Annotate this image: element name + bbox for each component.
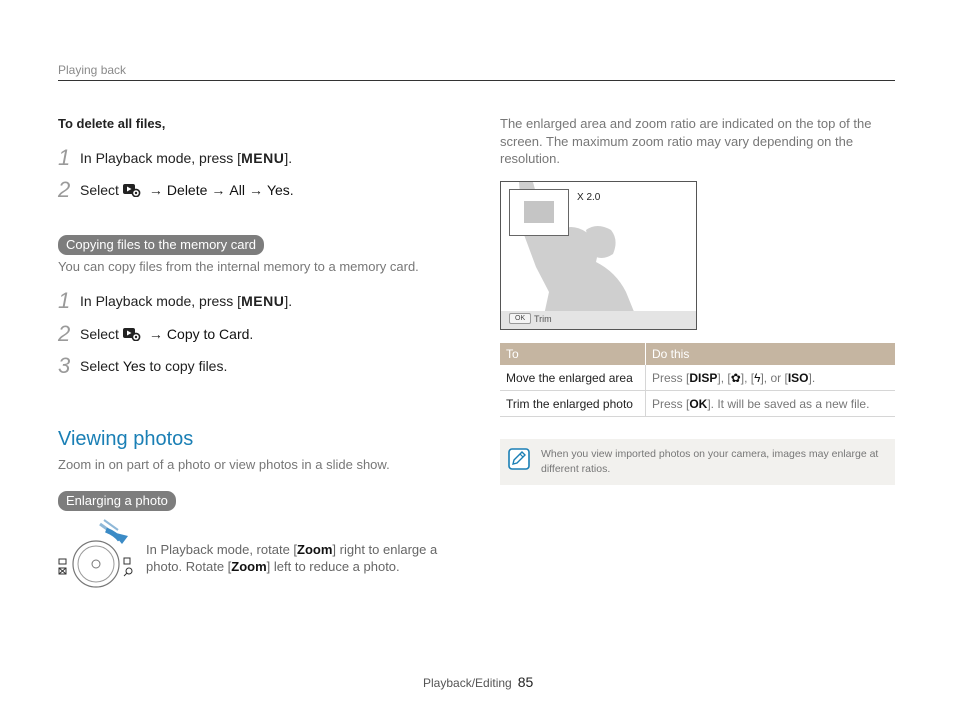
instr-text: photo. Rotate [ bbox=[146, 559, 232, 574]
zoom-ratio-intro: The enlarged area and zoom ratio are indicated on the top of the screen. The maximum zoom ratio may vary depending on the resolution. bbox=[500, 116, 872, 166]
delete-step-2 bbox=[58, 177, 294, 203]
step-number: 1 bbox=[58, 288, 71, 313]
menu-key: MENU bbox=[241, 293, 285, 309]
viewing-description: Zoom in on part of a photo or view photos in a slide show. bbox=[58, 457, 390, 472]
instr-text: ] right to enlarge a bbox=[332, 542, 438, 557]
screen-bottom-bar bbox=[501, 311, 696, 329]
menu-all: All bbox=[229, 182, 245, 198]
ok-button: OK bbox=[509, 313, 531, 324]
table-row bbox=[500, 365, 895, 391]
copy-description: You can copy files from the internal memory to a memory card. bbox=[58, 259, 419, 274]
delete-lead: To delete all files, bbox=[58, 116, 166, 131]
step-text: In Playback mode, press [ bbox=[80, 293, 242, 309]
step-text-end: ]. bbox=[284, 150, 293, 166]
page-footer bbox=[423, 674, 533, 690]
zoom-dial-icon bbox=[56, 518, 136, 590]
zoomed-photo-screen bbox=[500, 181, 697, 330]
ok-key: OK bbox=[689, 396, 708, 411]
zoom-key: Zoom bbox=[231, 559, 267, 574]
page-number: 85 bbox=[517, 674, 534, 690]
step-number: 1 bbox=[58, 145, 71, 170]
enlarge-section-pill: Enlarging a photo bbox=[58, 491, 176, 511]
disp-key: DISP bbox=[689, 370, 718, 385]
header-section-label: Playing back bbox=[58, 63, 127, 77]
copy-step-2 bbox=[58, 321, 253, 347]
cell-text: ]. It will be saved as a new file. bbox=[707, 396, 870, 411]
note-text: When you view imported photos on your camera, images may enlarge at different ratios. bbox=[541, 448, 879, 475]
cell-text: ]. bbox=[808, 370, 816, 385]
arrow-icon: → bbox=[211, 182, 226, 198]
section-title: Viewing photos bbox=[58, 428, 194, 450]
table-cell-do-this bbox=[646, 365, 896, 391]
table-cell-to: Move the enlarged area bbox=[500, 365, 646, 391]
table-header-do-this: Do this bbox=[646, 343, 896, 365]
step-number: 3 bbox=[58, 353, 71, 378]
instr-text: In Playback mode, rotate [ bbox=[146, 542, 298, 557]
zoom-area-indicator bbox=[524, 201, 554, 223]
cell-text: ], or [ bbox=[760, 370, 788, 385]
step-number: 2 bbox=[58, 177, 71, 202]
copy-section-pill: Copying files to the memory card bbox=[58, 235, 264, 255]
header-divider bbox=[58, 80, 895, 81]
step-text: Select bbox=[80, 326, 119, 342]
table-cell-to: Trim the enlarged photo bbox=[500, 391, 646, 417]
menu-copy-to-card: Copy to Card bbox=[166, 326, 250, 342]
step-text: Select bbox=[80, 182, 119, 198]
zoom-key: Zoom bbox=[297, 542, 333, 557]
menu-yes: Yes bbox=[122, 358, 146, 374]
flash-icon: ϟ bbox=[754, 370, 761, 385]
cell-text: Press [ bbox=[652, 396, 690, 411]
menu-yes: Yes bbox=[266, 182, 290, 198]
copy-step-3 bbox=[58, 353, 227, 379]
step-text: Select bbox=[80, 358, 119, 374]
instr-text: ] left to reduce a photo. bbox=[266, 559, 400, 574]
playback-settings-icon bbox=[123, 183, 141, 197]
step-text-end: . bbox=[249, 326, 254, 342]
step-text-end: . bbox=[289, 182, 294, 198]
zoom-navigator-box bbox=[509, 189, 569, 236]
delete-step-1 bbox=[58, 145, 292, 171]
table-row bbox=[500, 391, 895, 417]
note-pencil-icon bbox=[508, 448, 530, 470]
copy-step-1 bbox=[58, 288, 292, 314]
cell-text: ], [ bbox=[717, 370, 731, 385]
step-text-end: to copy files. bbox=[149, 358, 228, 374]
step-text-end: ]. bbox=[284, 293, 293, 309]
iso-key: ISO bbox=[787, 370, 809, 385]
menu-delete: Delete bbox=[166, 182, 208, 198]
playback-settings-icon bbox=[123, 327, 141, 341]
step-text: In Playback mode, press [ bbox=[80, 150, 242, 166]
menu-key: MENU bbox=[241, 150, 285, 166]
trim-label: Trim bbox=[534, 314, 552, 324]
cell-text: ], [ bbox=[740, 370, 755, 385]
table-header-to: To bbox=[500, 343, 646, 365]
action-table bbox=[500, 343, 895, 417]
step-number: 2 bbox=[58, 321, 71, 346]
arrow-icon: → bbox=[148, 182, 163, 198]
arrow-icon: → bbox=[248, 182, 263, 198]
macro-icon: ✿ bbox=[730, 370, 741, 385]
table-cell-do-this bbox=[646, 391, 896, 417]
zoom-ratio-label: X 2.0 bbox=[577, 192, 601, 203]
zoom-instructions bbox=[146, 541, 466, 575]
footer-label: Playback/Editing bbox=[423, 676, 512, 690]
arrow-icon: → bbox=[148, 326, 163, 342]
cell-text: Press [ bbox=[652, 370, 690, 385]
